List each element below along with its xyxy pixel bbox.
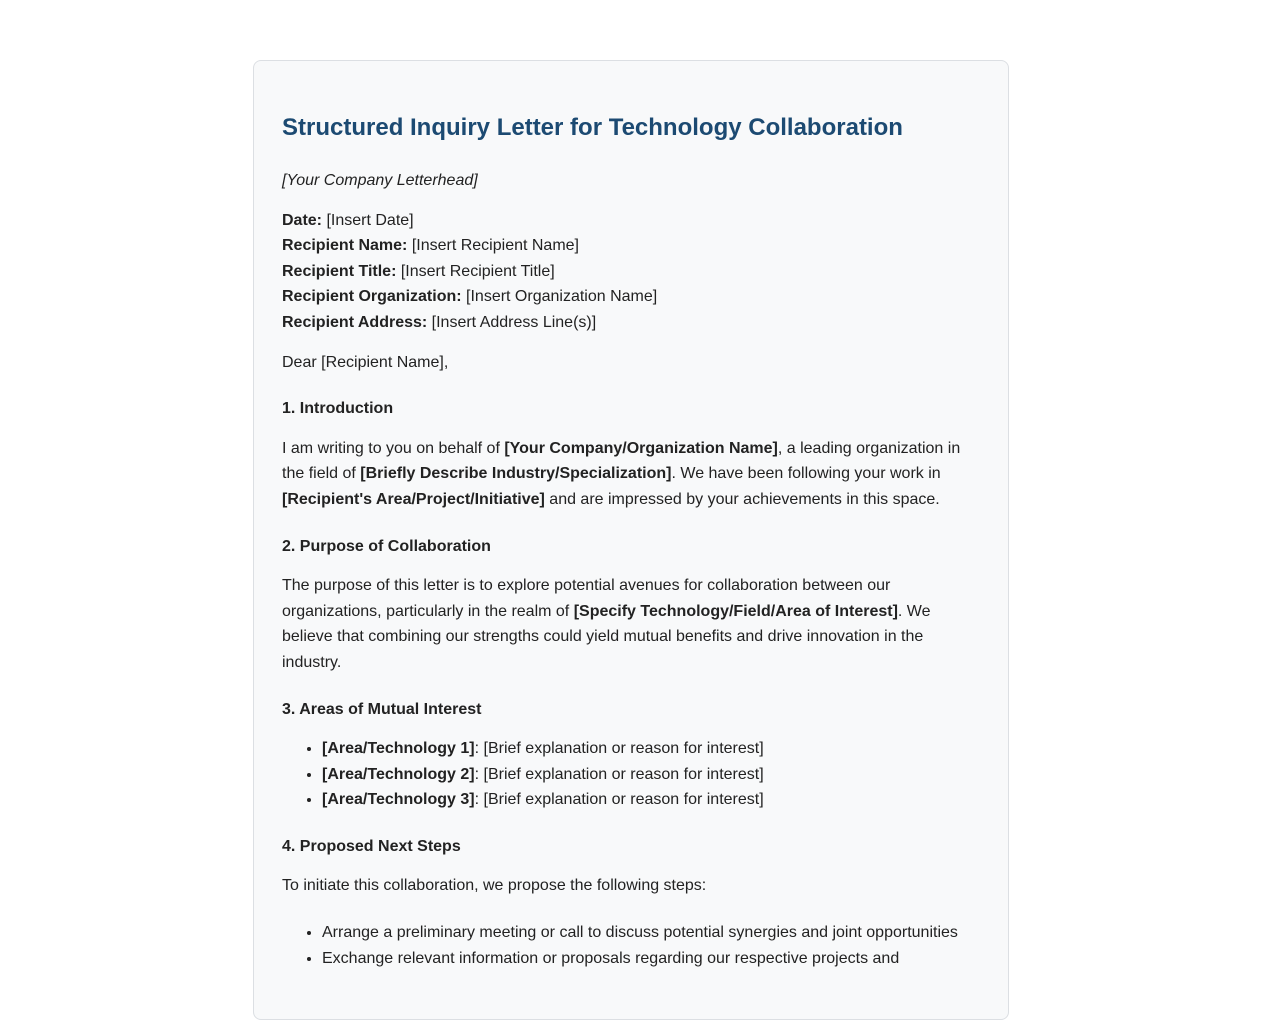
list-item: • [Area/Technology 1]: [Brief explanation or reason for interest] [322,736,980,762]
salutation: Dear [Recipient Name], [282,353,449,371]
areas-list [282,736,980,813]
section-heading-purpose: 2. Purpose of Collaboration [282,537,491,555]
meta-recipient-organization: Recipient Organization: [Insert Organization Name] [282,288,658,306]
list-item: • Exchange relevant information or proposals regarding our respective projects and [322,946,980,972]
list-item: • Arrange a preliminary meeting or call to discuss potential synergies and joint opportunities [322,920,980,946]
letter-card [253,60,1009,1020]
list-item: • [Area/Technology 2]: [Brief explanation or reason for interest] [322,762,980,788]
page-title: Structured Inquiry Letter for Technology Collaboration [282,114,903,141]
meta-recipient-address: Recipient Address: [Insert Address Line(s)] [282,313,597,331]
meta-recipient-title: Recipient Title: [Insert Recipient Title] [282,262,555,280]
section-heading-areas: 3. Areas of Mutual Interest [282,700,482,718]
section-heading-next-steps: 4. Proposed Next Steps [282,837,461,855]
section-heading-introduction: 1. Introduction [282,400,394,418]
meta-recipient-name: Recipient Name: [Insert Recipient Name] [282,237,579,255]
list-item: • [Area/Technology 3]: [Brief explanation or reason for interest] [322,787,980,813]
purpose-paragraph: The purpose of this letter is to explore potential avenues for collaboration between our organizations, particularly in the realm of [Specify Technology/Field/Area of Interest]. We believe that combining our strengths could yield mutual benefits and drive innovation in the industry. [282,577,931,671]
letterhead-placeholder: [Your Company Letterhead] [282,172,478,189]
introduction-paragraph: I am writing to you on behalf of [Your Company/Organization Name], a leading organization in the field of [Briefly Describe Industry/Specialization]. We have been following your work in [Recipient's Area/Project/Initiative] and are impressed by your achievements in this space. [282,439,961,508]
meta-date: Date: [Insert Date] [282,211,414,229]
next-steps-intro: To initiate this collaboration, we propose the following steps: [282,877,707,895]
recipient-details [282,208,980,336]
next-steps-list [282,920,980,971]
